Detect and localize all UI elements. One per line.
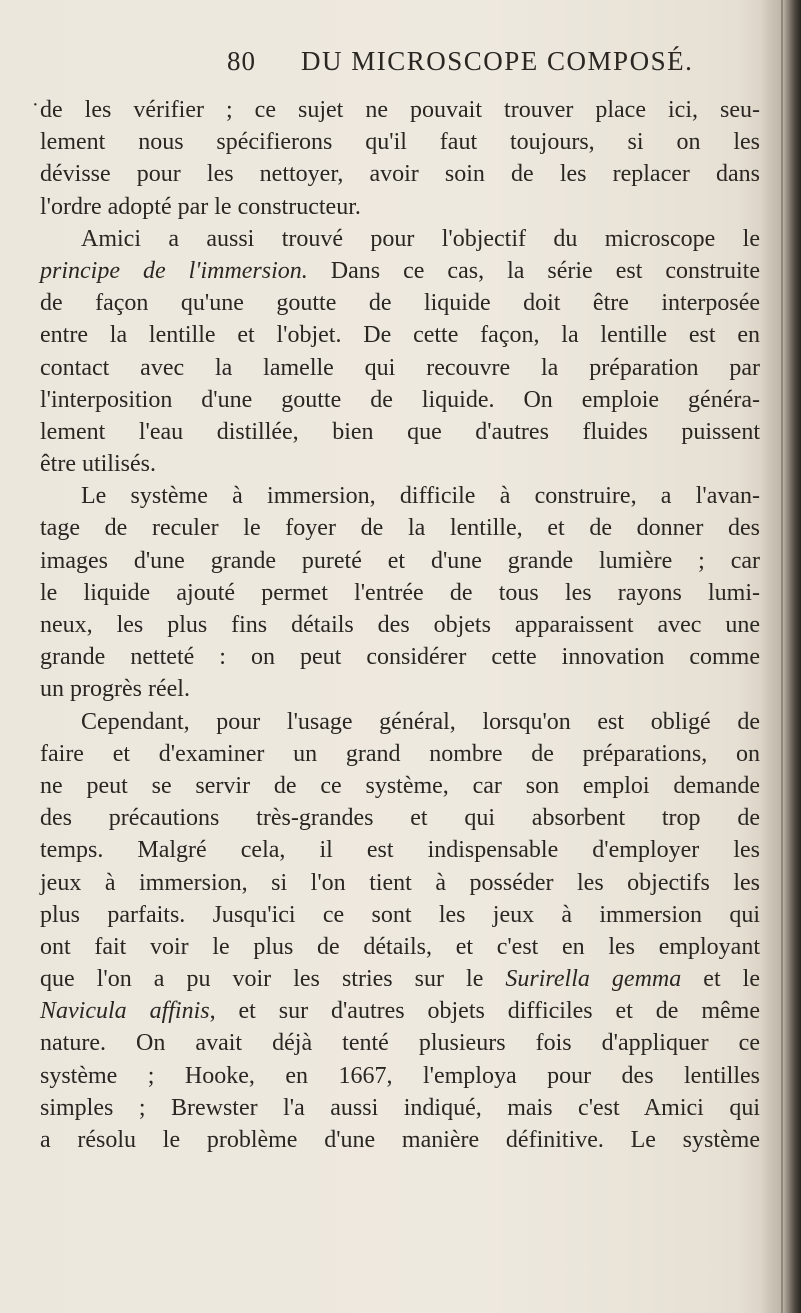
text-line: des précautions très-grandes et qui absorbent trop de (40, 805, 760, 832)
italic-term: Navicula affinis (40, 998, 210, 1025)
text-line: lement nous spécifierons qu'il faut toujours, si on les (40, 129, 760, 156)
page-number: 80 (227, 46, 256, 76)
text-span: Dans ce cas, la série est construite (307, 257, 761, 284)
text-line: le liquide ajouté permet l'entrée de tous les rayons lumi- (40, 579, 760, 606)
text-line: tage de reculer le foyer de la lentille, et de donner des (40, 515, 760, 542)
text-line: entre la lentille et l'objet. De cette façon, la lentille est en (40, 322, 760, 349)
text-line: grande netteté : on peut considérer cette innovation comme (40, 644, 760, 671)
text-line: Le système à immersion, difficile à construire, a l'avan- (81, 483, 760, 510)
text-line: simples ; Brewster l'a aussi indiqué, mais c'est Amici qui (40, 1094, 760, 1121)
text-line: l'ordre adopté par le constructeur. (40, 193, 361, 220)
text-line: ne peut se servir de ce système, car son emploi demande (40, 772, 760, 799)
text-line: Cependant, pour l'usage général, lorsqu'on est obligé de (81, 708, 760, 735)
text-line: a résolu le problème d'une manière définitive. Le système (40, 1127, 760, 1153)
text-line (40, 995, 760, 1027)
text-line: système ; Hooke, en 1667, l'employa pour des lentilles (40, 1062, 760, 1089)
text-line: ont fait voir le plus de détails, et c'est en les employant (40, 933, 760, 960)
text-line: temps. Malgré cela, il est indispensable d'employer les (40, 837, 760, 864)
text-line: un progrès réel. (40, 676, 190, 703)
text-line: de façon qu'une goutte de liquide doit être interposée (40, 290, 760, 317)
text-span: que l'on a pu voir les stries sur le (40, 966, 506, 993)
page-edge-line (781, 0, 783, 1313)
text-span: , et sur d'autres objets difficiles et de même (209, 998, 760, 1025)
text-line: jeux à immersion, si l'on tient à posséder les objectifs les (40, 869, 760, 896)
italic-term: Surirella gemma (505, 966, 682, 993)
text-line: nature. On avait déjà tenté plusieurs fois d'appliquer ce (40, 1030, 760, 1057)
text-span: et le (681, 966, 760, 993)
text-line: lement l'eau distillée, bien que d'autres fluides puissent (40, 418, 760, 445)
text-line: Amici a aussi trouvé pour l'objectif du microscope le (81, 225, 760, 252)
text-line: neux, les plus fins détails des objets apparaissent avec une (40, 612, 760, 638)
page-header (40, 46, 755, 86)
text-line: de les vérifier ; ce sujet ne pouvait trouver place ici, seu- (40, 97, 760, 123)
text-line: faire et d'examiner un grand nombre de préparations, on (40, 740, 760, 767)
body-text (32, 94, 761, 1156)
text-line: plus parfaits. Jusqu'ici ce sont les jeux à immersion qui (40, 901, 760, 928)
text-line: contact avec la lamelle qui recouvre la préparation par (40, 354, 760, 381)
text-line (40, 963, 760, 995)
running-title: DU MICROSCOPE COMPOSÉ. (301, 46, 694, 76)
margin-mark: · (32, 94, 39, 116)
text-line: images d'une grande pureté et d'une grande lumière ; car (40, 547, 760, 574)
italic-term: principe de l'immersion. (40, 257, 308, 284)
text-line: être utilisés. (40, 451, 156, 478)
text-line: dévisse pour les nettoyer, avoir soin de les replacer dans (40, 161, 760, 188)
text-line: l'interposition d'une goutte de liquide. On emploie généra- (40, 386, 760, 413)
text-line (40, 255, 760, 287)
